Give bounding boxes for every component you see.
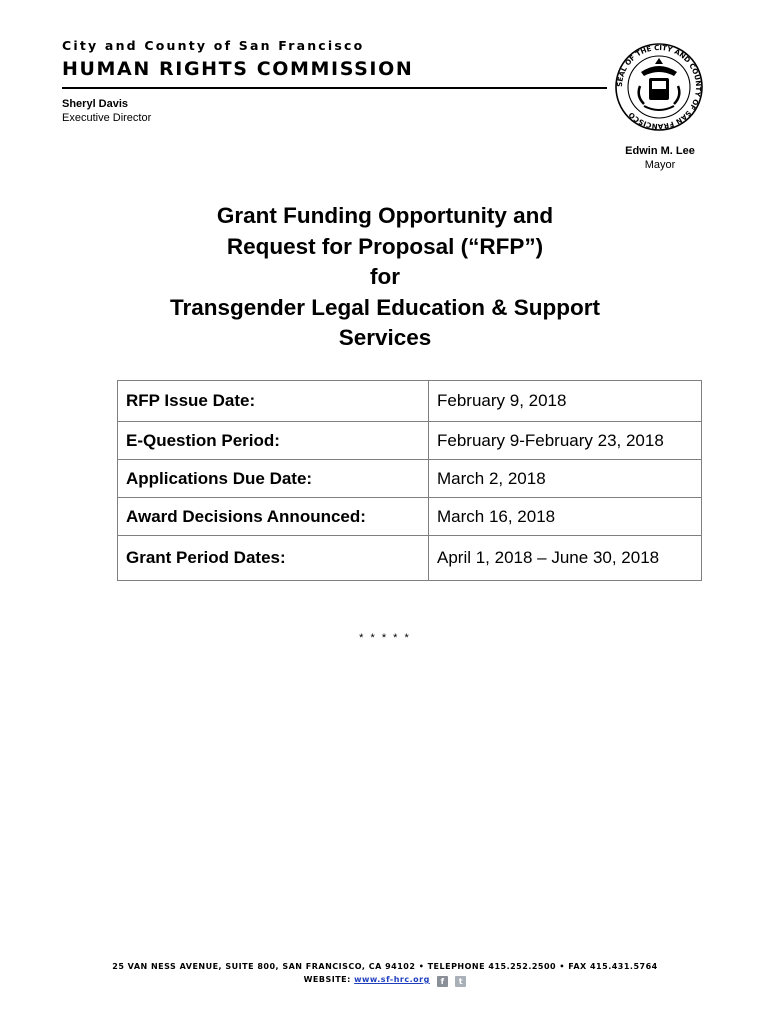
table-row: [118, 498, 702, 536]
schedule-value: March 2, 2018: [429, 460, 702, 498]
website-link[interactable]: www.sf-hrc.org: [354, 975, 430, 984]
title-line-3: for: [370, 264, 400, 289]
mayor-block: [600, 144, 720, 172]
director-title: Executive Director: [62, 112, 152, 124]
title-line-5: Services: [338, 325, 432, 350]
header-rule: [62, 87, 607, 89]
title-line-2: Request for Proposal (“RFP”): [226, 233, 544, 259]
schedule-value: March 16, 2018: [429, 498, 702, 536]
document-title: [100, 201, 670, 354]
schedule-value: February 9-February 23, 2018: [429, 422, 702, 460]
website-label: WEBSITE:: [303, 975, 351, 984]
section-separator: * * * * *: [359, 632, 411, 644]
schedule-label: Grant Period Dates:: [118, 536, 429, 581]
director-name: Sheryl Davis: [62, 98, 129, 110]
svg-text:SEAL OF THE CITY AND COUNTY OF: SEAL OF THE CITY AND COUNTY OF SAN FRANCISCO: [615, 43, 703, 131]
facebook-icon[interactable]: f: [437, 976, 448, 987]
footer-website: [0, 975, 770, 987]
title-line-4: Transgender Legal Education & Support: [169, 294, 601, 320]
table-row: [118, 422, 702, 460]
table-row: [118, 460, 702, 498]
title-line-1: Grant Funding Opportunity and: [216, 203, 554, 228]
city-seal-logo: [614, 42, 704, 132]
schedule-value: February 9, 2018: [429, 381, 702, 422]
mayor-name: Edwin M. Lee: [625, 145, 695, 157]
table-row: [118, 381, 702, 422]
commission-name: HUMAN RIGHTS COMMISSION: [62, 58, 414, 80]
twitter-icon[interactable]: t: [455, 976, 466, 987]
table-row: [118, 536, 702, 581]
schedule-label: Applications Due Date:: [118, 460, 429, 498]
footer-address: 25 VAN NESS AVENUE, SUITE 800, SAN FRANCISCO, CA 94102 • TELEPHONE 415.252.2500 • FAX 415.431.5764: [112, 962, 658, 971]
schedule-value: April 1, 2018 – June 30, 2018: [429, 536, 702, 581]
schedule-label: RFP Issue Date:: [118, 381, 429, 422]
schedule-label: E-Question Period:: [118, 422, 429, 460]
mayor-title: Mayor: [644, 159, 676, 171]
org-line: City and County of San Francisco: [62, 38, 365, 53]
schedule-table: [117, 380, 702, 581]
schedule-label: Award Decisions Announced:: [118, 498, 429, 536]
